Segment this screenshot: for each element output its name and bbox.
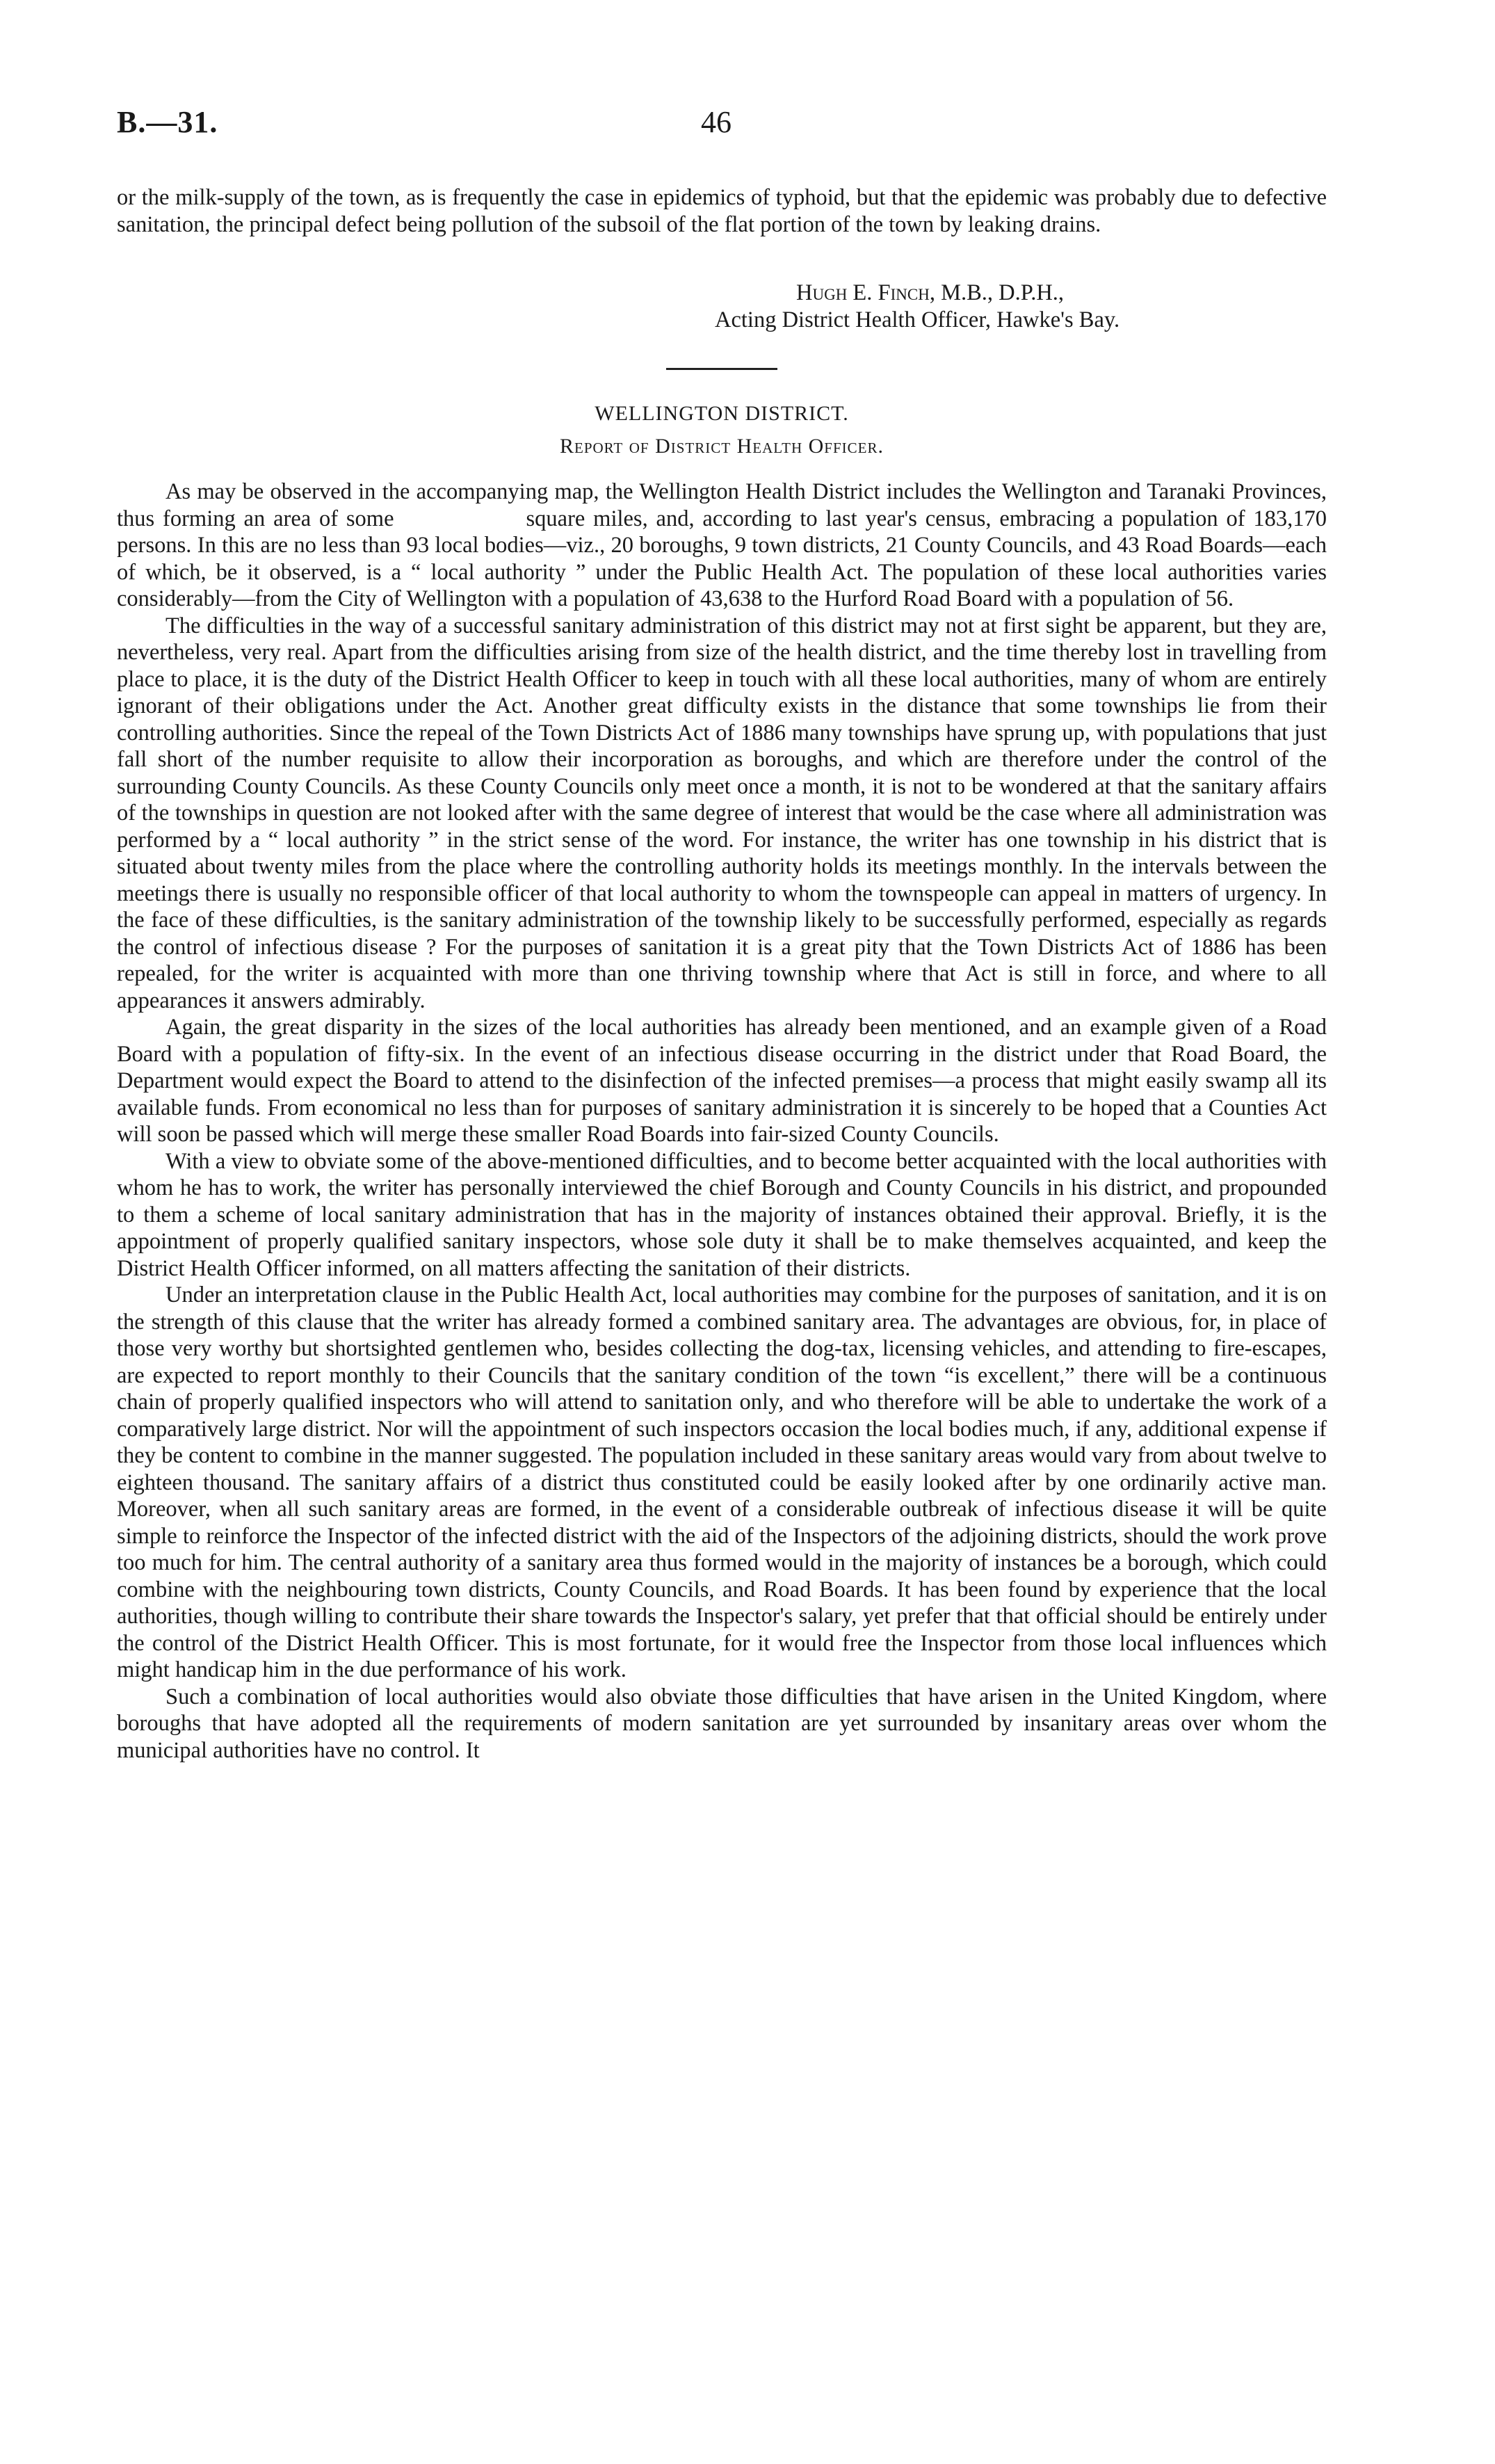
paragraph-6: Such a combination of local authorities would also obviate those difficulties that have arisen in the United Kingdom, where boroughs that have adopted all the requirements of modern sanitation are yet surrounded by insanitary areas over whom the municipal authorities have no control. It <box>117 1684 1327 1763</box>
paragraph-1-part-a: As may be observed in the accompanying map, the Wellington Health District includes the Wellington and Taranaki Provinces, thus forming an area of some <box>117 479 1327 531</box>
section-heading: WELLINGTON DISTRICT. <box>595 402 849 425</box>
paragraph-2: The difficulties in the way of a successful sanitary administration of this district may not at first sight be apparent, but they are, nevertheless, very real. Apart from the difficulties arising from size of the health district, and the time thereby lost in travelling from place to place, it is the duty of the District Health Officer to keep in touch with all these local authorities, many of whom are entirely ignorant of their obligations under the Act. Another great difficulty exists in the distance that some townships lie from their controlling authorities. Since the repeal of the Town Districts Act of 1886 many townships have sprung up, with populations that just fall short of the number requisite to allow their incorporation as boroughs, and which are therefore under the control of the surrounding County Councils. As these County Councils only meet once a month, it is not to be wondered at that the sanitary affairs of the townships in question are not looked after with the same degree of interest that would be the case where all administration was performed by a “ local authority ” in the strict sense of the word. For instance, the writer has one township in his district that is situated about twenty miles from the place where the controlling authority holds its meetings monthly. In the intervals between the meetings there is usually no responsible officer of that local authority to whom the townspeople can appeal in matters of urgency. In the face of these difficulties, is the sanitary administration of the township likely to be successfully performed, especially as regards the control of infectious disease ? For the purposes of sanitation it is a great pity that the Town Districts Act of 1886 has been repealed, for the writer is acquainted with more than one thriving township where that Act is still in force, and where to all appearances it answers admirably. <box>117 613 1327 1013</box>
paragraph-4: With a view to obviate some of the above-mentioned difficulties, and to become better acquainted with the local authorities with whom he has to work, the writer has personally interviewed the chief Borough and County Councils in his district, and propounded to them a scheme of local sanitary administration that has in the majority of instances obtained their approval. Briefly, it is the appointment of properly qualified sanitary inspectors, whose sole duty it shall be to make themselves acquainted, and keep the District Health Officer informed, on all matters affecting the sanitation of their districts. <box>117 1148 1327 1281</box>
series-number: B.—31. <box>117 105 218 139</box>
paragraph-5: Under an interpretation clause in the Public Health Act, local authorities may combine for the purposes of sanitation, and it is on the strength of this clause that the writer has already formed a combined sanitary area. The advantages are obvious, for, in place of those very worthy but shortsighted gentlemen who, besides collecting the dog-tax, licensing vehicles, and attending to fire-escapes, are expected to report monthly to their Councils that the sanitary condition of the town “is excellent,” there will be a continuous chain of properly qualified inspectors who will attend to sanitation only, and who therefore will be able to undertake the work of a comparatively large district. Nor will the appointment of such inspectors occasion the local bodies much, if any, additional expense if they be content to combine in the manner suggested. The population included in these sanitary areas would vary from about twelve to eighteen thousand. The sanitary affairs of a district thus constituted could be easily looked after by one ordinarily active man. Moreover, when all such sanitary areas are formed, in the event of a considerable outbreak of infectious disease it will be quite simple to reinforce the Inspector of the infected district with the aid of the Inspectors of the adjoining districts, should the work prove too much for him. The central authority of a sanitary area thus formed would in the majority of instances be a borough, which could combine with the neighbouring town districts, County Councils, and Road Boards. It has been found by experience that the local authorities, though willing to contribute their share towards the Inspector's salary, yet prefer that that official should be entirely under the control of the District Health Officer. This is most fortunate, for it would free the Inspector from those local influences which might handicap him in the due performance of his work. <box>117 1282 1327 1682</box>
page-number: 46 <box>701 105 732 139</box>
report-body <box>117 478 1327 1764</box>
paragraph-3: Again, the great disparity in the sizes of the local authorities has already been mentioned, and an example given of a Road Board with a population of fifty-six. In the event of an infectious disease occurring in the district under that Road Board, the Department would expect the Board to attend to the disinfection of the infected premises—a process that might easily swamp all its available funds. From economical no less than for purposes of sanitary administration it is sincerely to be hoped that a Counties Act will soon be passed which will merge these smaller Road Boards into fair-sized County Councils. <box>117 1015 1327 1147</box>
paragraph-1 <box>117 478 1327 613</box>
intro-block <box>117 184 1327 238</box>
signature-name: Hugh E. Finch, M.B., D.P.H., <box>796 280 1065 305</box>
paragraph-1-part-b: square miles, and, according to last year's census, embracing a population of 183,170 persons. In this are no less than 93 local bodies—viz., 20 boroughs, 9 town districts, 21 County Councils, and 43 Road Boards—each of which, be it observed, is a “ local authority ” under the Public Health Act. The population of these local authorities varies considerably—from the City of Wellington with a population of 43,638 to the Hurford Road Board with a population of 56. <box>117 506 1327 611</box>
section-subheading: Report of District Health Officer. <box>559 435 884 458</box>
section-divider <box>666 368 777 370</box>
intro-paragraph: or the milk-supply of the town, as is frequently the case in epidemics of typhoid, but that the epidemic was probably due to defective sanitation, the principal defect being pollution of the subsoil of the flat portion of the town by leaking drains. <box>117 185 1327 237</box>
page-header <box>117 104 1327 153</box>
signature-title: Acting District Health Officer, Hawke's Bay. <box>715 307 1120 332</box>
